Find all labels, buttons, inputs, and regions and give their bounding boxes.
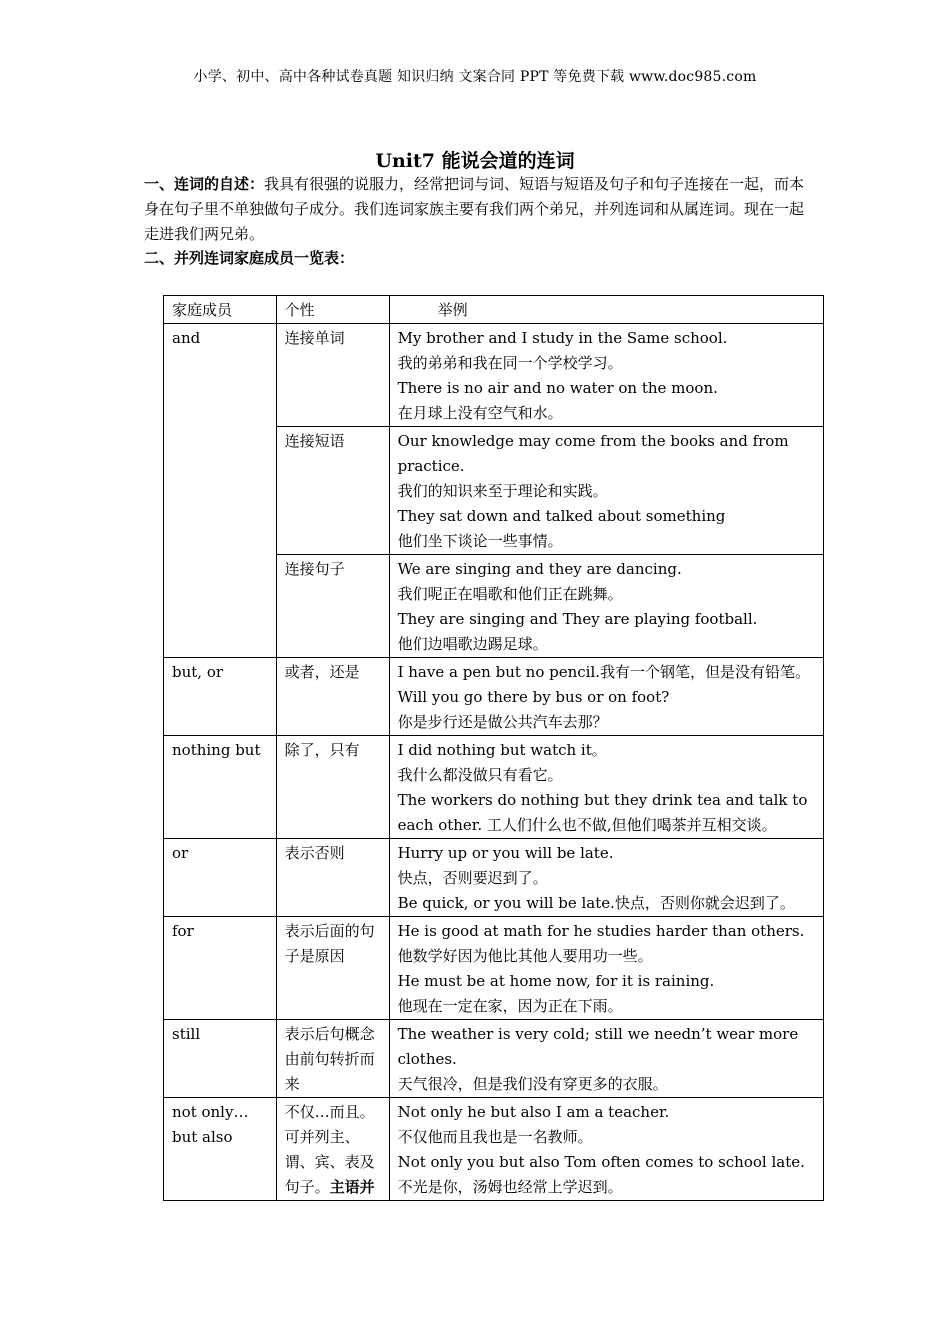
- examples-cell: [389, 658, 823, 736]
- trait-cell: [276, 1098, 389, 1201]
- trait-text: 不仅…而且。可并列主、谓、宾、表及句子。: [284, 1103, 375, 1196]
- example-line: 不仅他而且我也是一名教师。: [397, 1128, 593, 1146]
- examples-cell: [389, 839, 823, 917]
- member-cell: nothing but: [164, 736, 277, 839]
- examples-cell: [389, 324, 823, 427]
- trait-cell: 表示后句概念由前句转折而来: [276, 1020, 389, 1098]
- header-member: 家庭成员: [164, 296, 277, 324]
- table-row: [164, 736, 824, 839]
- example-line: 他们坐下谈论一些事情。: [397, 532, 563, 550]
- trait-bold-text: 主语并: [329, 1178, 375, 1196]
- examples-cell: [389, 555, 823, 658]
- example-line: He must be at home now, for it is raining.: [397, 972, 715, 990]
- example-line: 我们呢正在唱歌和他们正在跳舞。: [397, 585, 623, 603]
- example-line: Will you go there by bus or on foot?: [397, 688, 670, 706]
- trait-cell: 连接短语: [276, 427, 389, 555]
- table-header-row: [164, 296, 824, 324]
- table-row: [164, 839, 824, 917]
- member-cell: still: [164, 1020, 277, 1098]
- table-row: [164, 1098, 824, 1201]
- example-line: We are singing and they are dancing.: [397, 560, 682, 578]
- example-line: Hurry up or you will be late.: [397, 844, 614, 862]
- table-row: [164, 324, 824, 427]
- example-line: The weather is very cold; still we needn’t wear more clothes.: [397, 1025, 799, 1068]
- table-row: [164, 658, 824, 736]
- section-heading: 二、并列连词家庭成员一览表：: [144, 249, 355, 267]
- example-line: 快点，否则要迟到了。: [397, 869, 548, 887]
- example-line: 我的弟弟和我在同一个学校学习。: [397, 354, 623, 372]
- example-line: My brother and I study in the Same school.: [397, 329, 728, 347]
- example-line: They sat down and talked about something: [397, 507, 726, 525]
- page-title: Unit7 能说会道的连词: [375, 150, 575, 172]
- example-line: 我什么都没做只有看它。: [397, 766, 563, 784]
- member-cell: for: [164, 917, 277, 1020]
- example-line: 我们的知识来至于理论和实践。: [397, 482, 608, 500]
- intro-heading: 一、连词的自述：: [144, 175, 265, 193]
- examples-cell: [389, 1020, 823, 1098]
- example-line: I did nothing but watch it。: [397, 741, 607, 759]
- member-cell: not only…but also: [164, 1098, 277, 1201]
- example-line: Not only you but also Tom often comes to school late.: [397, 1153, 805, 1171]
- example-line: Our knowledge may come from the books and from practice.: [397, 432, 789, 475]
- header-trait: 个性: [276, 296, 389, 324]
- example-line: 天气很冷，但是我们没有穿更多的衣服。: [397, 1075, 668, 1093]
- example-line: Be quick, or you will be late.快点，否则你就会迟到了。: [397, 894, 795, 912]
- trait-cell: 表示否则: [276, 839, 389, 917]
- table-row: [164, 917, 824, 1020]
- example-line: The workers do nothing but they drink tea and talk to each other. 工人们什么也不做,但他们喝茶并互相交谈。: [397, 791, 808, 834]
- page-header: 小学、初中、高中各种试卷真题 知识归纳 文案合同 PPT 等免费下载 www.doc985.com: [193, 69, 757, 85]
- intro-paragraph: [144, 172, 816, 247]
- example-line: 他现在一定在家，因为正在下雨。: [397, 997, 623, 1015]
- intro-text: 我具有很强的说服力，经常把词与词、短语与短语及句子和句子连接在一起，而本身在句子里不单独做句子成分。我们连词家族主要有我们两个弟兄，并列连词和从属连词。现在一起走进我们两兄弟。: [144, 175, 805, 243]
- trait-cell: 除了，只有: [276, 736, 389, 839]
- example-line: He is good at math for he studies harder than others.: [397, 922, 805, 940]
- example-line: 在月球上没有空气和水。: [397, 404, 563, 422]
- trait-cell: 表示后面的句子是原因: [276, 917, 389, 1020]
- examples-cell: [389, 736, 823, 839]
- table-row: [164, 1020, 824, 1098]
- example-line: Not only he but also I am a teacher.: [397, 1103, 670, 1121]
- member-cell: or: [164, 839, 277, 917]
- conjunction-table: [163, 295, 824, 1201]
- example-line: They are singing and They are playing football.: [397, 610, 758, 628]
- trait-cell: 或者，还是: [276, 658, 389, 736]
- example-line: There is no air and no water on the moon.: [397, 379, 718, 397]
- examples-cell: [389, 917, 823, 1020]
- trait-cell: 连接单词: [276, 324, 389, 427]
- member-cell: but, or: [164, 658, 277, 736]
- example-line: I have a pen but no pencil.我有一个钢笔，但是没有铅笔。: [397, 663, 811, 681]
- example-line: 你是步行还是做公共汽车去那？: [397, 713, 608, 731]
- trait-cell: 连接句子: [276, 555, 389, 658]
- examples-cell: [389, 427, 823, 555]
- member-cell: and: [164, 324, 277, 658]
- examples-cell: [389, 1098, 823, 1201]
- example-line: 不光是你，汤姆也经常上学迟到。: [397, 1178, 623, 1196]
- header-examples: 举例: [389, 296, 823, 324]
- example-line: 他数学好因为他比其他人要用功一些。: [397, 947, 653, 965]
- example-line: 他们边唱歌边踢足球。: [397, 635, 548, 653]
